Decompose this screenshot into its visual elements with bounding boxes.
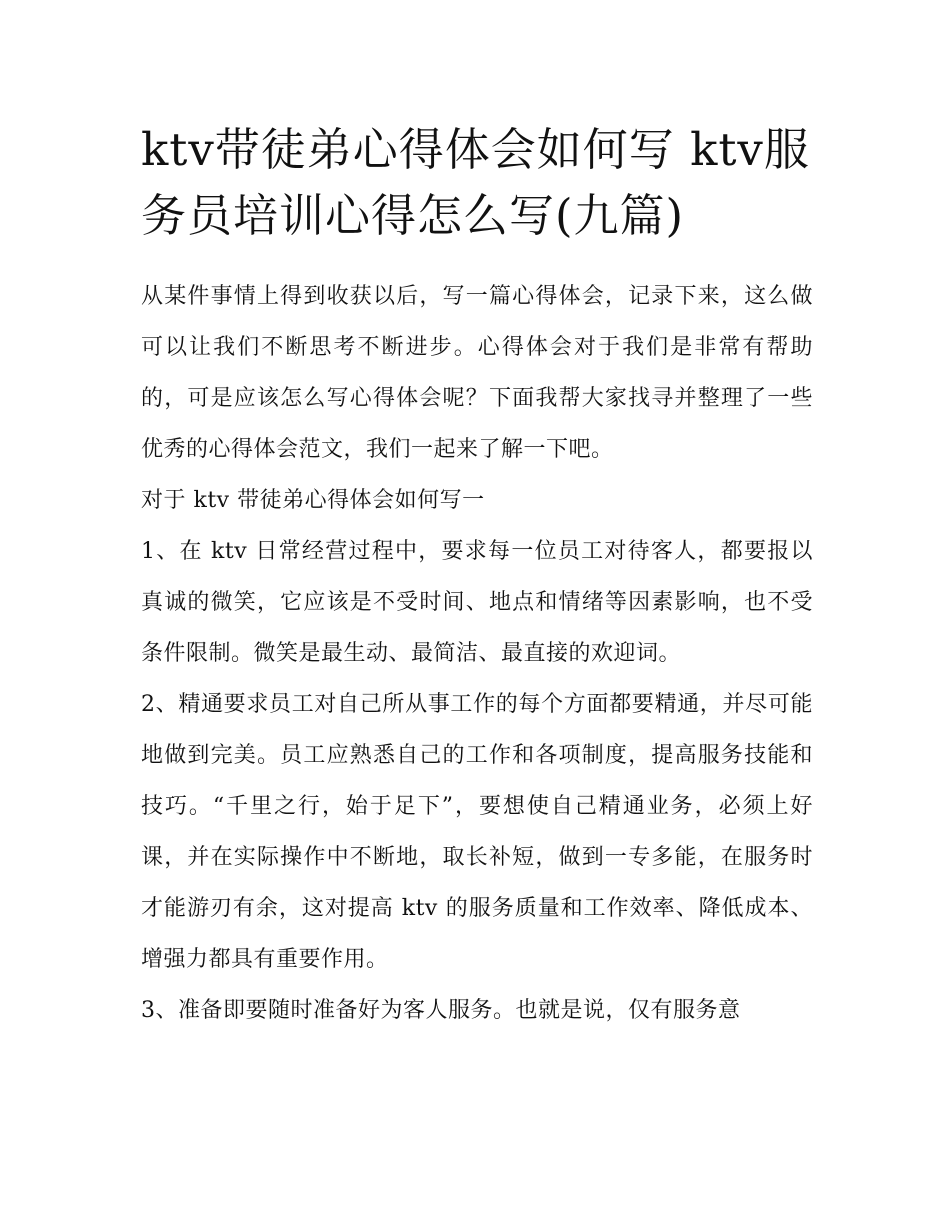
document-title: ktv带徒弟心得体会如何写 ktv服务员培训心得怎么写(九篇): [141, 123, 810, 242]
intro-paragraph: 从某件事情上得到收获以后，写一篇心得体会，记录下来，这么做可以让我们不断思考不断进步。心得体会对于我们是非常有帮助的，可是应该怎么写心得体会呢？下面我帮大家找寻并整理了一些优秀的心得体会范文，我们一起来了解一下吧。: [141, 284, 813, 462]
list-item-2: 2、精通要求员工对自己所从事工作的每个方面都要精通，并尽可能地做到完美。员工应熟悉自己的工作和各项制度，提高服务技能和技巧。“千里之行，始于足下”，要想使自己精通业务，必须上好课，并在实际操作中不断地，取长补短，做到一专多能，在服务时才能游刃有余，这对提高 ktv 的服务质量和工作效率、降低成本、增强力都具有重要作用。: [141, 692, 813, 972]
list-item-3: 3、准备即要随时准备好为客人服务。也就是说，仅有服务意: [141, 998, 741, 1023]
list-item-1: 1、在 ktv 日常经营过程中，要求每一位员工对待客人，都要报以真诚的微笑，它应该是不受时间、地点和情绪等因素影响，也不受条件限制。微笑是最生动、最简洁、最直接的欢迎词。: [141, 539, 813, 666]
document-body: [141, 117, 813, 1036]
section-heading: 对于 ktv 带徒弟心得体会如何写一: [141, 488, 485, 513]
